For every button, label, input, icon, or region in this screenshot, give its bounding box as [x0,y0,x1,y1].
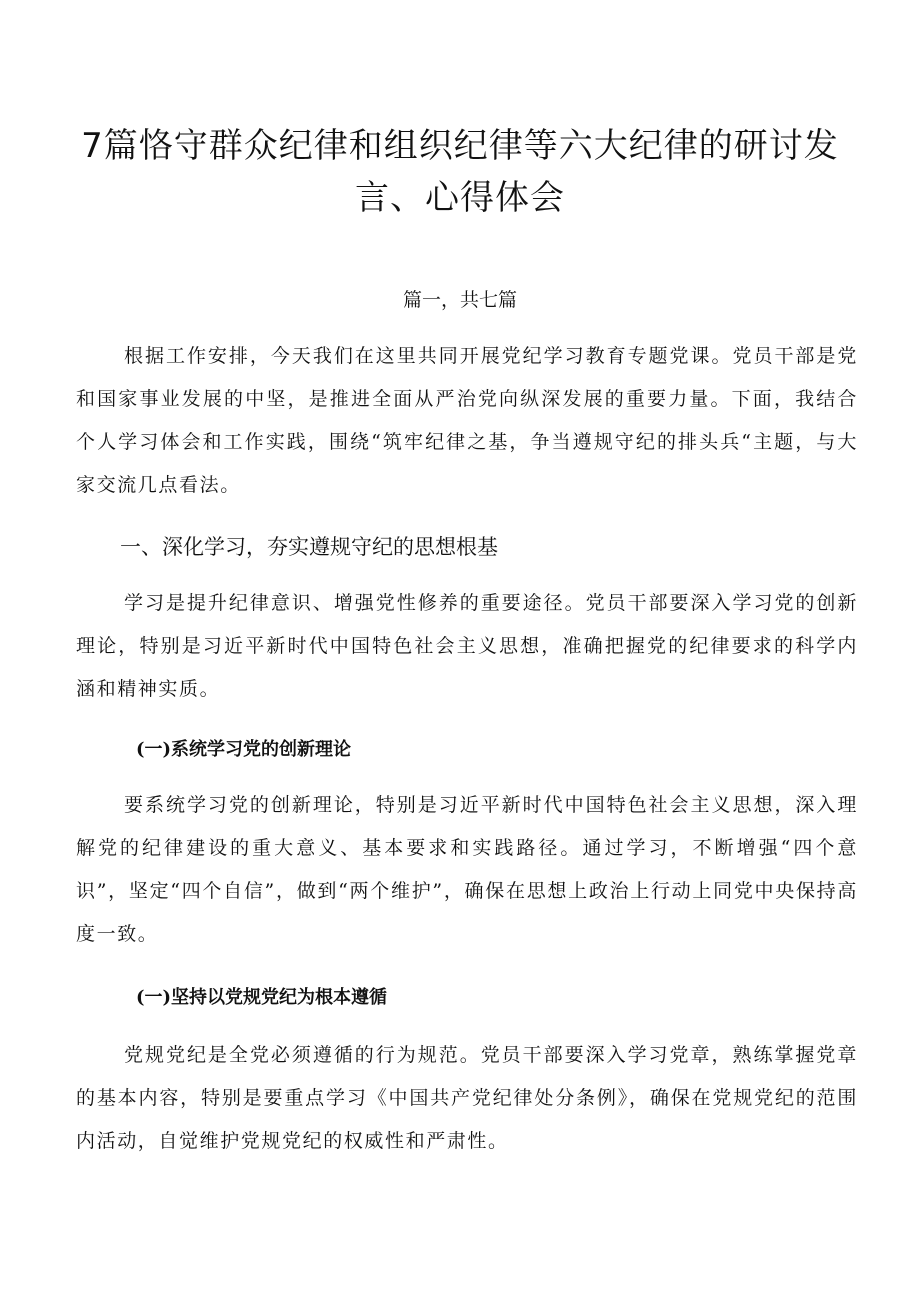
subsection-heading-2: (一)坚持以党规党纪为根本遵循 [136,987,388,1008]
intro-paragraph: 根据工作安排，今天我们在这里共同开展党纪学习教育专题党课。党员干部是党和国家事业发展的中坚，是推进全面从严治党向纵深发展的重要力量。下面，我结合个人学习体会和工作实践，围绕“筑牢纪律之基，争当遵规守纪的排头兵“主题，与大家交流几点看法。 [76,345,858,496]
subsection-1-paragraph: 要系统学习党的创新理论，特别是习近平新时代中国特色社会主义思想，深入理解党的纪律建设的重大意义、基本要求和实践路径。通过学习，不断增强“四个意识”，坚定“四个自信”，做到“两个维护”，确保在思想上政治上行动上同党中央保持高度一致。 [76,794,858,945]
subsection-heading-1: (一)系统学习党的创新理论 [136,739,352,760]
document-subtitle: 篇一，共七篇 [402,289,517,311]
section-heading-1: 一、深化学习，夯实遵规守纪的思想根基 [120,535,498,559]
section-1-paragraph: 学习是提升纪律意识、增强党性修养的重要途径。党员干部要深入学习党的创新理论，特别是习近平新时代中国特色社会主义思想，准确把握党的纪律要求的科学内涵和精神实质。 [76,592,858,700]
document-title: 7篇恪守群众纪律和组织纪律等六大纪律的研讨发言、心得体会 [81,126,839,218]
subsection-2-paragraph: 党规党纪是全党必须遵循的行为规范。党员干部要深入学习党章，熟练掌握党章的基本内容，特别是要重点学习《中国共产党纪律处分条例》，确保在党规党纪的范围内活动，自觉维护党规党纪的权威性和严肃性。 [76,1044,858,1152]
